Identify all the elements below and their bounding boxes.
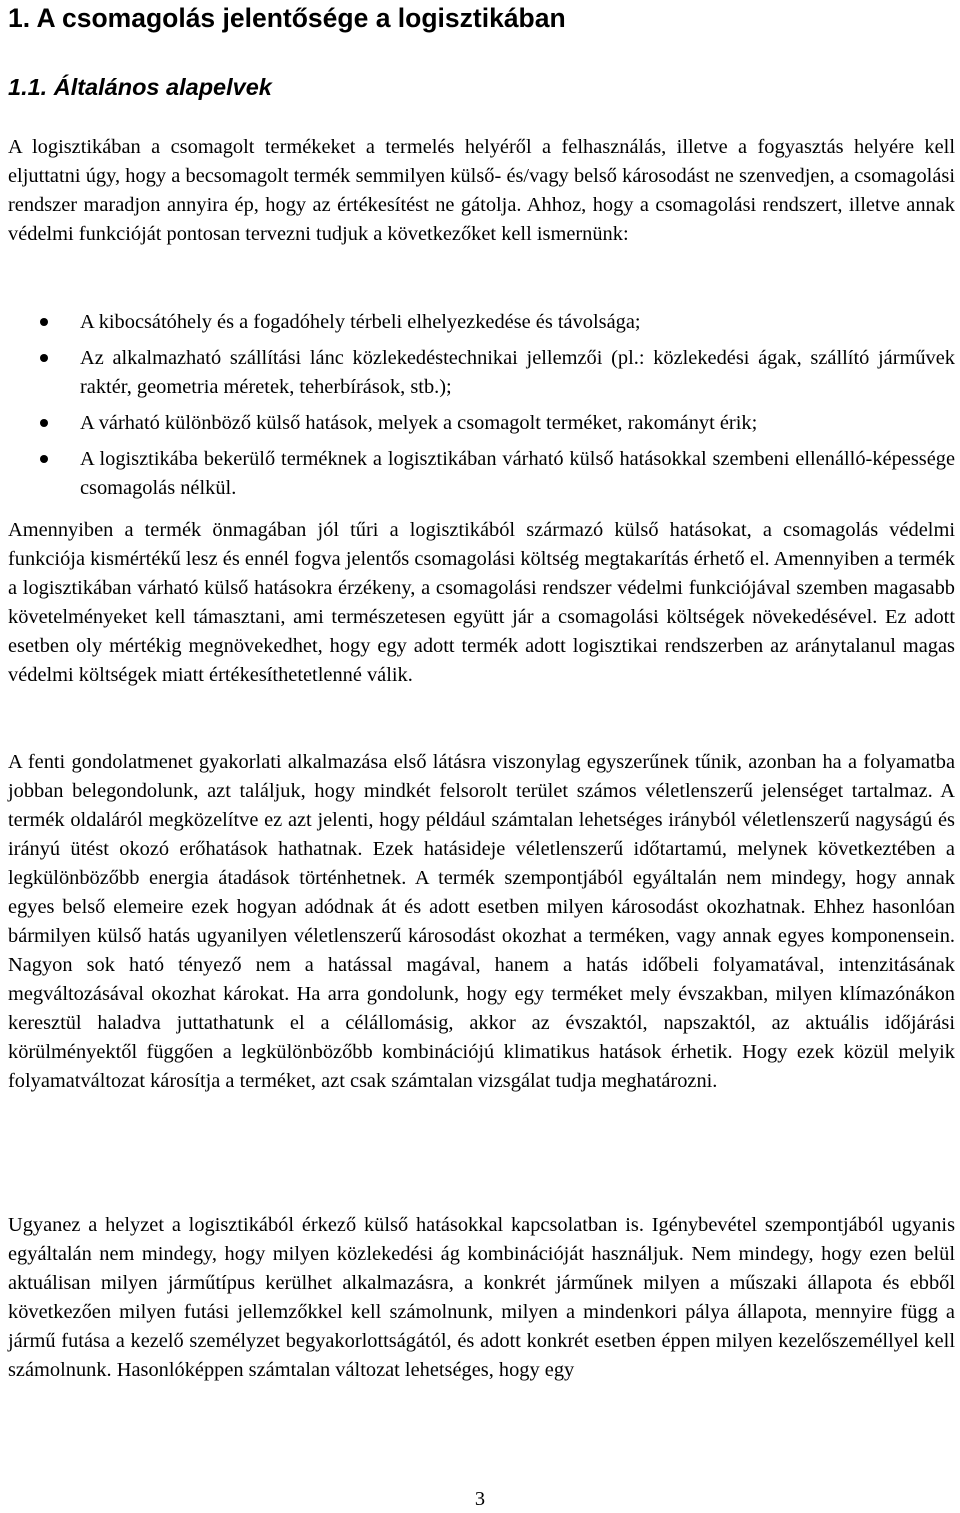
requirements-list [0, 308, 955, 503]
paragraph-packaging-cost: Amennyiben a termék önmagában jól tűri a logisztikából származó külső hatásokat, a csomagolás védelmi funkciója kismértékű lesz és ennél fogva jelentős csomagolási költség megtakarítás érhető el. Amennyiben a termék a logisztikában várható külső hatásokra érzékeny, a csomagolási rendszer védelmi funkciójával szemben magasabb követelményeket kell támasztani, ami természetesen együtt jár a csomagolási költségek növekedésével. Ez adott esetben oly mértékig megnövekedhet, hogy egy adott termék adott logisztikai rendszerben az aránytalanul magas védelmi költségek miatt értékesíthetetlenné válik. [8, 519, 955, 686]
list-item [0, 409, 955, 438]
page-number: 3 [474, 1488, 486, 1510]
list-item-text: A kibocsátóhely és a fogadóhely térbeli elhelyezkedése és távolsága; [80, 311, 641, 333]
paragraph-random-effects: A fenti gondolatmenet gyakorlati alkalmazása első látásra viszonylag egyszerűnek tűnik, azonban ha a folyamatba jobban belegondolunk, azt találjuk, hogy mindkét felsorolt terület számos véletlenszerű jelenséget tartalmaz. A termék oldaláról megközelítve ez azt jelenti, hogy például számtalan lehetséges irányból véletlenszerű nagyságú és irányú ütést okozó erőhatások hathatnak. Ezek hatásideje véletlenszerű időtartamú, melynek következtében a legkülönbözőbb energia átadások történhetnek. A termék szempontjából egyáltalán nem mindegy, hogy annak egyes belső elemeire ezek hogyan adódnak át és adott esetben milyen károsodást okozhatnak. Ehhez hasonlóan bármilyen külső hatás ugyanilyen véletlenszerű károsodást okozhat a terméken, vagy annak egyes komponensein. Nagyon sok ható tényező nem a hatással magával, hanem a hatás időbeli folyamatával, intenzitásának megváltozásával okozhat károkat. Ha arra gondolunk, hogy egy terméket mely évszakban, milyen klímazónákon keresztül haladva juttathatunk el a célállomásig, akkor az évszaktól, napszaktól, az aktuális időjárási körülményektől függően a legkülönbözőbb kombinációjú klimatikus hatások érhetik. Hogy ezek közül melyik folyamatváltozat károsítja a terméket, azt csak számtalan vizsgálat tudja meghatározni. [8, 751, 955, 1092]
paragraph-logistics-effects: Ugyanez a helyzet a logisztikából érkező külső hatásokkal kapcsolatban is. Igénybevétel szempontjából ugyanis egyáltalán nem mindegy, hogy milyen közlekedési ág kombinációját használjuk. Nem mindegy, hogy ezen belül aktuálisan milyen járműtípus kerülhet alkalmazásra, a konkrét járműnek milyen a műszaki állapota és ebből következően milyen futási jellemzőkkel kell számolnunk, milyen a mindenkori pálya állapota, mennyire függ a jármű futása a kezelő személyzet begyakorlottságától, és adott konkrét esetben éppen milyen kezelőszeméllyel kell számolnunk. Hasonlóképpen számtalan változat lehetséges, hogy egy [8, 1214, 955, 1381]
bullet-icon [40, 354, 48, 362]
list-item [0, 445, 955, 503]
bullet-icon [40, 455, 48, 463]
paragraph-intro: A logisztikában a csomagolt termékeket a termelés helyéről a felhasználás, illetve a fogyasztás helyére kell eljuttatni úgy, hogy a becsomagolt termék semmilyen külső- és/vagy belső károsodást ne szenvedjen, a csomagolási rendszer maradjon annyira ép, hogy az értékesítést ne gátolja. Ahhoz, hogy a csomagolási rendszert, illetve annak védelmi funkcióját pontosan tervezni tudjuk a következőket kell ismernünk: [8, 136, 955, 245]
list-item-text: A várható különböző külső hatások, melyek a csomagolt terméket, rakományt érik; [80, 412, 758, 434]
list-item [0, 344, 955, 402]
bullet-icon [40, 419, 48, 427]
list-item [0, 308, 955, 337]
list-item-text: A logisztikába bekerülő terméknek a logisztikában várható külső hatásokkal szembeni ellenálló-képessége csomagolás nélkül. [80, 448, 955, 499]
bullet-icon [40, 318, 48, 326]
section-title: 1.1. Általános alapelvek [8, 74, 272, 100]
chapter-title: 1. A csomagolás jelentősége a logisztikában [8, 3, 566, 33]
list-item-text: Az alkalmazható szállítási lánc közlekedéstechnikai jellemzői (pl.: közlekedési ágak, szállító járművek raktér, geometria méretek, teherbírások, stb.); [80, 347, 955, 398]
